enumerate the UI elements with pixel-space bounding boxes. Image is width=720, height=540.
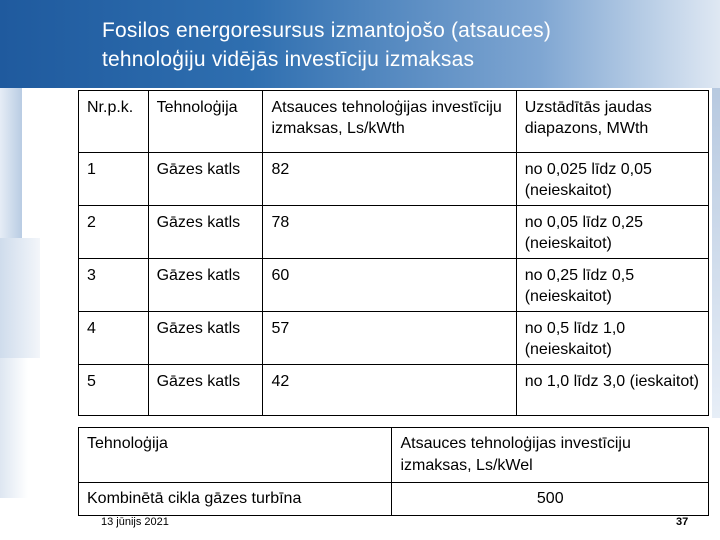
table-cell: 500 [392, 483, 709, 516]
table-cell: 60 [263, 259, 516, 312]
deco-block [0, 238, 40, 358]
table-row [79, 153, 709, 206]
table-row [79, 312, 709, 365]
slide-date: 13 jūnijs 2021 [101, 516, 169, 528]
header-cell: Atsauces tehnoloģijas investīciju izmaksas, Ls/kWel [392, 428, 709, 483]
header-cell: Nr.p.k. [79, 91, 149, 153]
table-cell: Gāzes katls [148, 312, 263, 365]
table-cell: 5 [79, 365, 149, 416]
table-cell: 82 [263, 153, 516, 206]
header-cell: Tehnoloģija [148, 91, 263, 153]
table-cell: no 0,5 līdz 1,0 (neieskaitot) [516, 312, 708, 365]
table-cell: no 0,025 līdz 0,05 (neieskaitot) [516, 153, 708, 206]
table-cell: no 0,25 līdz 0,5 (neieskaitot) [516, 259, 708, 312]
combined-cycle-table [78, 427, 709, 516]
table-row [79, 483, 709, 516]
page-number: 37 [676, 516, 689, 528]
table-header-row [79, 428, 709, 483]
table-cell: Gāzes katls [148, 206, 263, 259]
slide-title [102, 16, 702, 74]
deco-block [0, 88, 22, 238]
table-cell: Kombinētā cikla gāzes turbīna [79, 483, 392, 516]
table-cell: Gāzes katls [148, 365, 263, 416]
table-cell: Gāzes katls [148, 259, 263, 312]
table-row [79, 259, 709, 312]
right-decoration [712, 88, 720, 418]
table-header-row [79, 91, 709, 153]
table-cell: Gāzes katls [148, 153, 263, 206]
table-cell: 1 [79, 153, 149, 206]
table-cell: 4 [79, 312, 149, 365]
header-cell: Atsauces tehnoloģijas investīciju izmaksas, Ls/kWth [263, 91, 516, 153]
table-cell: 57 [263, 312, 516, 365]
table-cell: 78 [263, 206, 516, 259]
table-row [79, 365, 709, 416]
header-cell: Uzstādītās jaudas diapazons, MWth [516, 91, 708, 153]
table-row [79, 206, 709, 259]
deco-block [0, 358, 28, 498]
table-cell: no 0,05 līdz 0,25 (neieskaitot) [516, 206, 708, 259]
table-cell: no 1,0 līdz 3,0 (ieskaitot) [516, 365, 708, 416]
header-cell: Tehnoloģija [79, 428, 392, 483]
left-decoration [0, 88, 68, 540]
table-cell: 2 [79, 206, 149, 259]
title-line-1: Fosilos energoresursus izmantojošo (atsauces) [102, 19, 552, 42]
title-line-2: tehnoloģiju vidējās investīciju izmaksas [102, 48, 475, 71]
table-cell: 3 [79, 259, 149, 312]
investment-cost-table [78, 90, 709, 416]
table-cell: 42 [263, 365, 516, 416]
